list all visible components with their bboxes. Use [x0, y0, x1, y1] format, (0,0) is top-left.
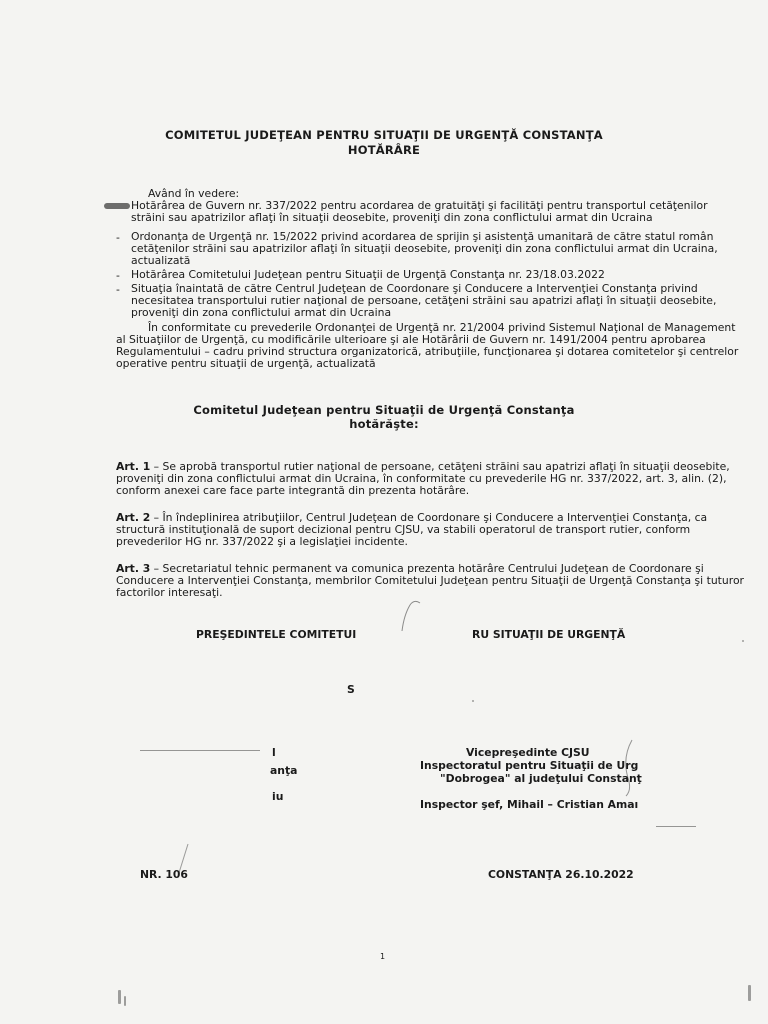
president-label-right: RU SITUAŢII DE URGENŢĂ — [472, 628, 626, 641]
document-title-line1: COMITETUL JUDEŢEAN PENTRU SITUAŢII DE URGENŢĂ CONSTANŢA — [165, 128, 603, 142]
consideration-line: străini sau apatrizilor aflaţi în situaţii deosebite, proveniţi din zona conflictului armat din Ucraina — [131, 211, 653, 224]
left-signature-fragment: iu — [272, 790, 284, 803]
consideration-line: Hotărârea Comitetului Judeţean pentru Situaţii de Urgenţă Constanţa nr. 23/18.03.2022 — [131, 268, 605, 281]
bullet-dash: - — [116, 231, 120, 244]
consideration-line: Situaţia înaintată de către Centrul Judeţean de Coordonare şi Conducere a Intervenţiei Constanţa privind — [131, 282, 698, 295]
signature-line — [140, 750, 260, 751]
vice-president-institution: "Dobrogea" al judeţului Constanţ — [440, 772, 642, 785]
signature-scribble — [390, 595, 430, 635]
left-signature-fragment: anţa — [270, 764, 298, 777]
scan-artifact — [118, 990, 121, 1004]
scan-artifact — [124, 996, 126, 1006]
article-label: Art. 1 — [116, 460, 151, 473]
decision-heading-line1: Comitetul Judeţean pentru Situaţii de Urgenţă Constanţa — [193, 403, 575, 417]
article-text: – Se aprobă transportul rutier naţional de persoane, cetăţeni străini sau apatrizi aflaţi în situaţii deosebite, — [150, 460, 730, 473]
consideration-line: Hotărârea de Guvern nr. 337/2022 pentru acordarea de gratuităţi şi facilităţi pentru transportul cetăţenilor — [131, 199, 708, 212]
conformity-line: operative pentru situaţii de urgenţă, actualizată — [116, 357, 376, 370]
conformity-line: Regulamentului – cadru privind structura organizatorică, atribuţiile, funcţionarea şi dotarea comitetelor şi centrelor — [116, 345, 739, 358]
article-label: Art. 3 — [116, 562, 151, 575]
document-title-line2: HOTĂRÂRE — [347, 143, 421, 157]
decision-heading-line2: hotărăşte: — [349, 417, 419, 431]
scan-artifact — [742, 640, 744, 642]
bullet-dash: - — [116, 269, 120, 282]
president-label-left: PREŞEDINTELE COMITETUI — [196, 628, 357, 641]
article-text: structură instituţională de suport decizional pentru CJSU, va stabili operatorul de transport rutier, conform — [116, 523, 691, 536]
article-text: proveniţi din zona conflictului armat din Ucraina, în conformitate cu prevederile HG nr. 337/2022, art. 3, alin. (2), — [116, 472, 727, 485]
left-signature-fragment: l — [272, 746, 276, 759]
article-text: – În îndeplinirea atribuţiilor, Centrul Judeţean de Coordonare şi Conducere a Intervenţiei Constanţa, ca — [150, 511, 708, 524]
scan-artifact — [748, 985, 751, 1001]
article-text: conform anexei care face parte integrantă din prezenta hotărâre. — [116, 484, 470, 497]
signature-bracket — [616, 738, 640, 798]
scan-artifact — [472, 700, 474, 702]
article-text: – Secretariatul tehnic permanent va comunica prezenta hotărâre Centrului Judeţean de Coordonare şi — [150, 562, 704, 575]
consideration-line: necesitatea transportului rutier naţional de persoane, cetăţeni străini sau apatrizi aflaţi în situaţii deosebite, — [131, 294, 717, 307]
article-text: Conducere a Intervenţiei Constanţa, membrilor Comitetului Judeţean pentru Situaţii de Urgenţă Constanţa şi tuturor — [116, 574, 744, 587]
place-and-date: CONSTANŢA 26.10.2022 — [488, 868, 634, 881]
conformity-line: al Situaţiilor de Urgenţă, cu modificările ulterioare şi ale Hotărârii de Guvern nr. 1491/2004 pentru aprobarea — [116, 333, 706, 346]
article-text: prevederilor HG nr. 337/2022 şi a legislaţiei incidente. — [116, 535, 408, 548]
seal-mark: S — [347, 683, 355, 696]
scan-artifact — [656, 826, 696, 827]
consideration-line: cetăţenilor străini sau apatrizilor aflaţi în situaţii deosebite, proveniţi din zona conflictului armat din Ucraina, — [131, 242, 718, 255]
conformity-line: În conformitate cu prevederile Ordonanţei de Urgenţă nr. 21/2004 privind Sistemul Naţional de Management — [148, 321, 736, 334]
ink-blot — [104, 203, 130, 209]
article-text: factorilor interesaţi. — [116, 586, 223, 599]
page-mark: 1 — [380, 952, 386, 961]
vice-president-title: Vicepreşedinte CJSU — [466, 746, 590, 759]
considerations-intro: Având în vedere: — [148, 187, 240, 200]
consideration-line: proveniţi din zona conflictului armat din Ucraina — [131, 306, 392, 319]
consideration-line: actualizată — [131, 254, 191, 267]
vice-president-name: Inspector şef, Mihail – Cristian Amaı — [420, 798, 639, 811]
consideration-line: Ordonanţa de Urgenţă nr. 15/2022 privind acordarea de sprijin şi asistenţă umanitară de către statul român — [131, 230, 714, 243]
vice-president-institution: Inspectoratul pentru Situaţii de Urg — [420, 759, 639, 772]
article-label: Art. 2 — [116, 511, 151, 524]
bullet-dash: - — [116, 283, 120, 296]
decision-number: NR. 106 — [140, 868, 188, 881]
